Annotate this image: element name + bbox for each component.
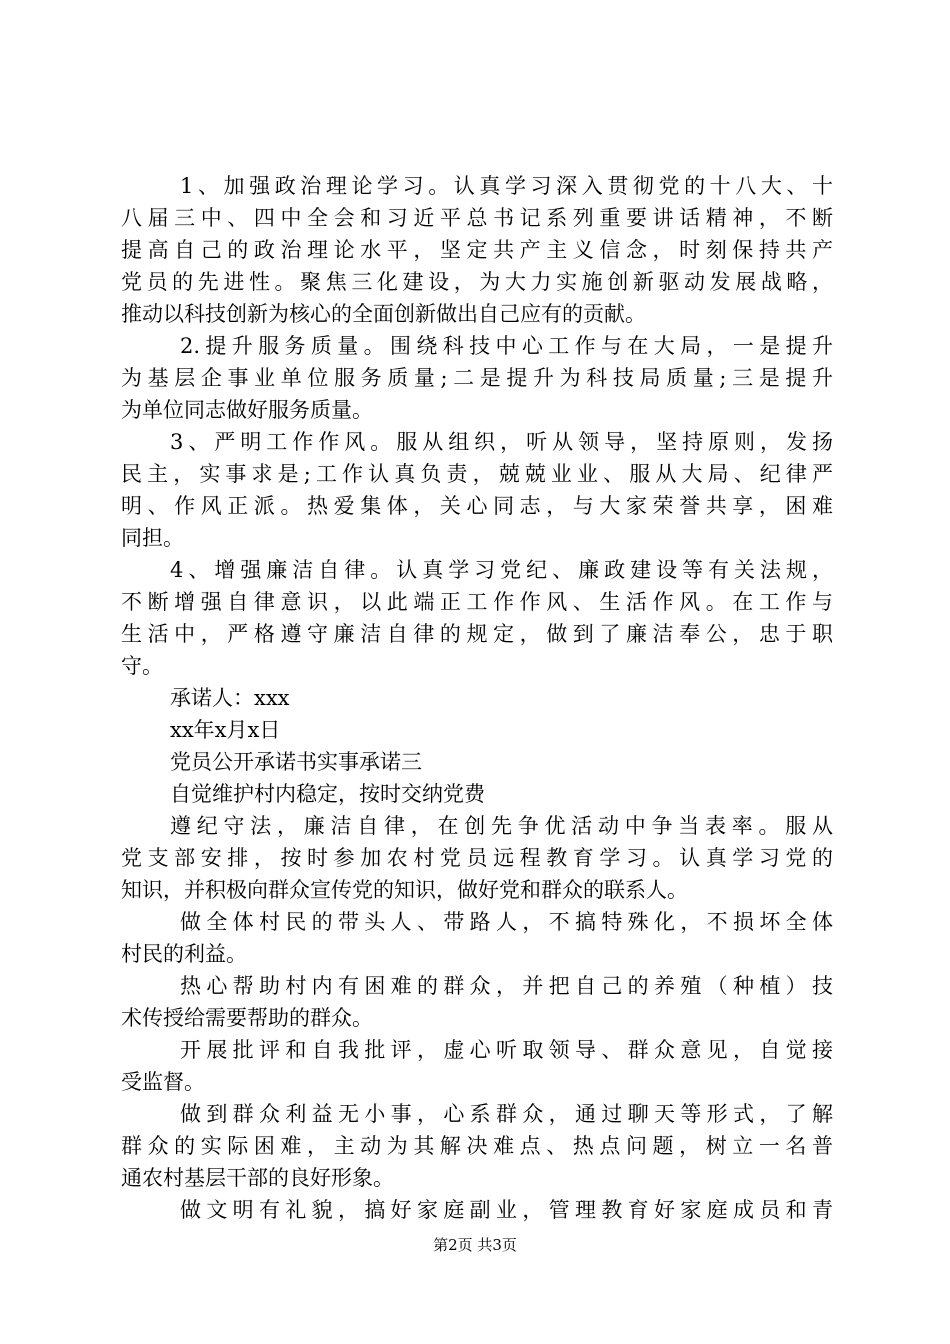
paragraph-line: 4、增强廉洁自律。认真学习党纪、廉政建设等有关法规， bbox=[170, 558, 833, 582]
paragraph-line: 2.提升服务质量。围绕科技中心工作与在大局，一是提升 bbox=[180, 334, 833, 358]
paragraph-line: 热心帮助村内有困难的群众，并把自己的养殖（种植）技 bbox=[180, 974, 833, 998]
paragraph-line: 做文明有礼貌，搞好家庭副业，管理教育好家庭成员和青 bbox=[180, 1198, 833, 1222]
paragraph-line: 生活中，严格遵守廉洁自律的规定，做到了廉洁奉公，忠于职 bbox=[121, 622, 833, 646]
paragraph-line: 同担。 bbox=[121, 526, 184, 550]
paragraph-line: 1、加强政治理论学习。认真学习深入贯彻党的十八大、十 bbox=[180, 174, 833, 198]
paragraph-line: 受监督。 bbox=[121, 1070, 205, 1094]
paragraph-line: 知识，并积极向群众宣传党的知识，做好党和群众的联系人。 bbox=[121, 878, 688, 902]
paragraph-line: 为基层企事业单位服务质量;二是提升为科技局质量;三是提升 bbox=[121, 366, 833, 390]
paragraph-line: 3、严明工作作风。服从组织，听从领导，坚持原则，发扬 bbox=[170, 430, 833, 454]
paragraph-line: 守。 bbox=[121, 654, 163, 678]
paragraph-line: 党支部安排，按时参加农村党员远程教育学习。认真学习党的 bbox=[121, 846, 833, 870]
document-body bbox=[121, 170, 833, 1226]
section-subtitle: 自觉维护村内稳定，按时交纳党费 bbox=[170, 782, 485, 806]
paragraph-line: 群众的实际困难，主动为其解决难点、热点问题，树立一名普 bbox=[121, 1134, 833, 1158]
page-number-footer: 第2页 共3页 bbox=[433, 1236, 517, 1254]
paragraph-line: 党员的先进性。聚焦三化建设，为大力实施创新驱动发展战略， bbox=[121, 270, 833, 294]
paragraph-line: 为单位同志做好服务质量。 bbox=[121, 398, 373, 422]
paragraph-line: 推动以科技创新为核心的全面创新做出自己应有的贡献。 bbox=[121, 302, 646, 326]
paragraph-line: 遵纪守法，廉洁自律，在创先争优活动中争当表率。服从 bbox=[170, 814, 833, 838]
paragraph-line: 八届三中、四中全会和习近平总书记系列重要讲话精神，不断 bbox=[121, 206, 833, 230]
section-title: 党员公开承诺书实事承诺三 bbox=[170, 750, 422, 774]
signatory-line: 承诺人：xxx bbox=[170, 686, 290, 710]
paragraph-line: 提高自己的政治理论水平，坚定共产主义信念，时刻保持共产 bbox=[121, 238, 833, 262]
paragraph-line: 做全体村民的带头人、带路人，不搞特殊化，不损坏全体 bbox=[180, 910, 833, 934]
paragraph-line: 开展批评和自我批评，虚心听取领导、群众意见，自觉接 bbox=[180, 1038, 833, 1062]
paragraph-line: 民主，实事求是;工作认真负责，兢兢业业、服从大局、纪律严 bbox=[121, 462, 833, 486]
paragraph-line: 明、作风正派。热爱集体，关心同志，与大家荣誉共享，困难 bbox=[121, 494, 833, 518]
paragraph-line: 不断增强自律意识，以此端正工作作风、生活作风。在工作与 bbox=[121, 590, 833, 614]
paragraph-line: 做到群众利益无小事，心系群众，通过聊天等形式，了解 bbox=[180, 1102, 833, 1126]
paragraph-line: 村民的利益。 bbox=[121, 942, 247, 966]
paragraph-line: 通农村基层干部的良好形象。 bbox=[121, 1166, 394, 1190]
paragraph-line: 术传授给需要帮助的群众。 bbox=[121, 1006, 373, 1030]
date-line: xx年x月x日 bbox=[170, 718, 281, 742]
